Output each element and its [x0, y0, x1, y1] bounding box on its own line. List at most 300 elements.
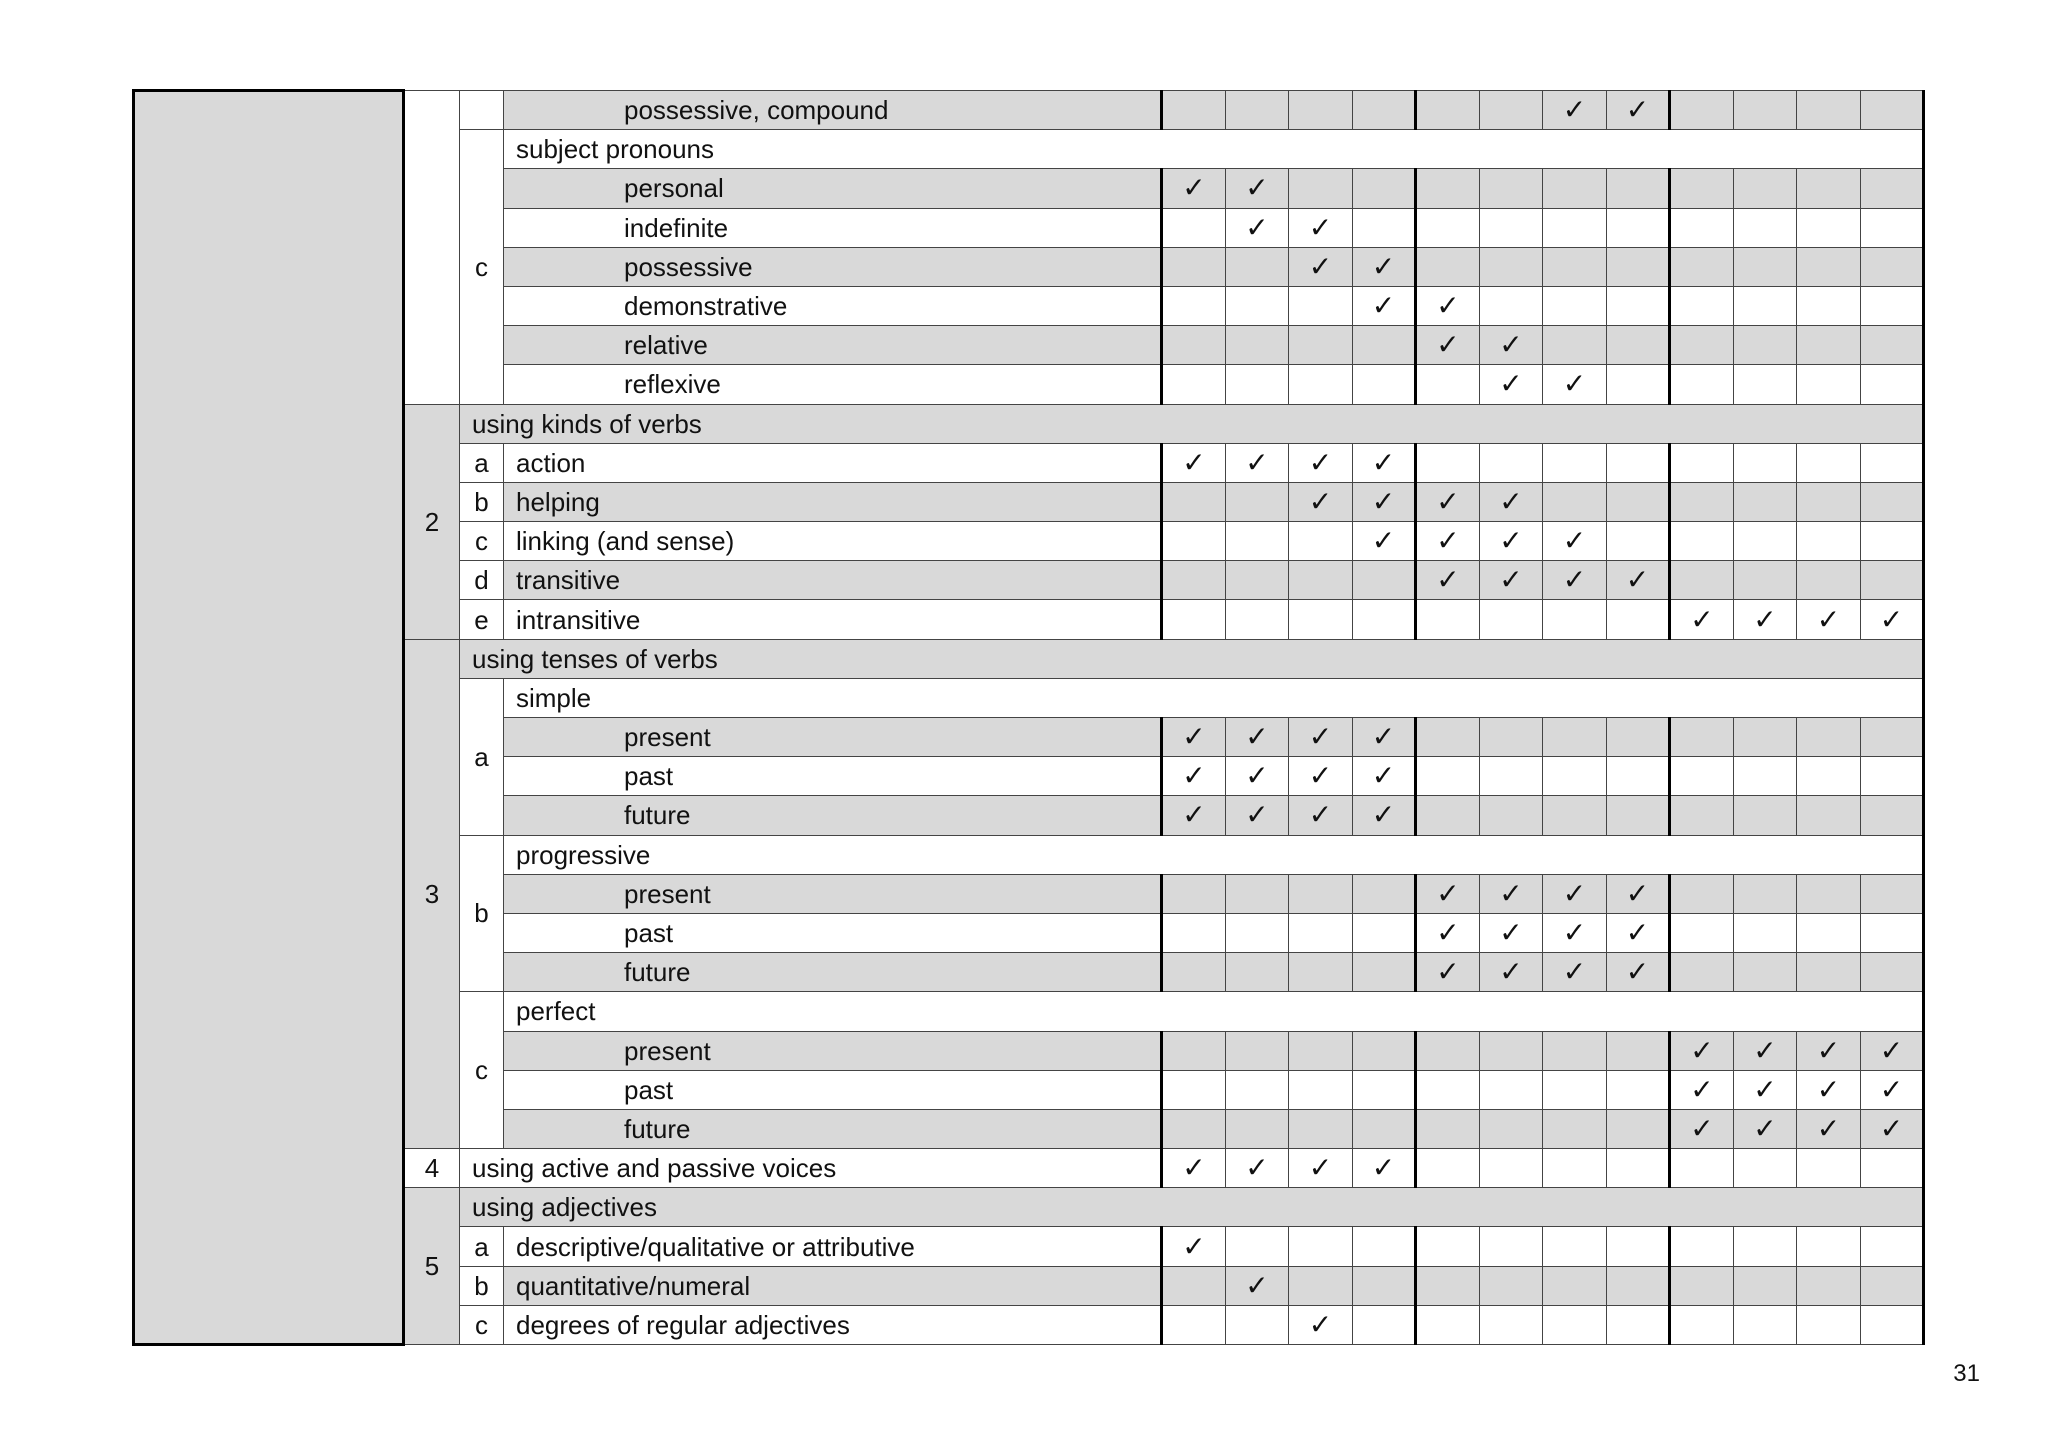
- check-mark-cell: ✓: [1734, 1109, 1797, 1148]
- empty-cell: [1226, 286, 1289, 325]
- empty-cell: [1289, 1031, 1353, 1070]
- check-mark-cell: ✓: [1416, 953, 1480, 992]
- empty-cell: [1607, 443, 1670, 482]
- empty-cell: [1797, 1305, 1861, 1344]
- empty-cell: [1289, 365, 1353, 404]
- empty-cell: [1162, 600, 1226, 639]
- empty-cell: [1607, 286, 1670, 325]
- check-mark-cell: ✓: [1162, 757, 1226, 796]
- table-row: [134, 91, 1924, 130]
- check-mark-cell: ✓: [1670, 600, 1734, 639]
- empty-cell: [1226, 1031, 1289, 1070]
- check-mark-cell: ✓: [1226, 208, 1289, 247]
- empty-cell: [1543, 482, 1607, 521]
- empty-cell: [1670, 326, 1734, 365]
- empty-cell: [1607, 169, 1670, 208]
- empty-cell: [1797, 1149, 1861, 1188]
- empty-cell: [1226, 247, 1289, 286]
- check-mark-cell: ✓: [1416, 561, 1480, 600]
- check-mark-cell: ✓: [1353, 286, 1416, 325]
- empty-cell: [1353, 953, 1416, 992]
- empty-cell: [1416, 1109, 1480, 1148]
- check-mark-cell: ✓: [1226, 757, 1289, 796]
- check-mark-cell: ✓: [1289, 482, 1353, 521]
- empty-cell: [1543, 718, 1607, 757]
- empty-cell: [1162, 1305, 1226, 1344]
- check-mark-cell: ✓: [1226, 443, 1289, 482]
- empty-cell: [1353, 1031, 1416, 1070]
- empty-cell: [1543, 286, 1607, 325]
- empty-cell: [1734, 1149, 1797, 1188]
- empty-cell: [1353, 913, 1416, 952]
- sub-letter-cell: b: [460, 835, 504, 992]
- empty-cell: [1734, 169, 1797, 208]
- check-mark-cell: ✓: [1480, 365, 1543, 404]
- empty-cell: [1607, 718, 1670, 757]
- empty-cell: [1734, 326, 1797, 365]
- empty-cell: [1670, 757, 1734, 796]
- section-number-cell: 5: [404, 1188, 460, 1345]
- empty-cell: [1480, 796, 1543, 835]
- empty-cell: [1734, 1305, 1797, 1344]
- row-label: action: [504, 443, 1162, 482]
- empty-cell: [1670, 718, 1734, 757]
- row-label: past: [504, 757, 1162, 796]
- empty-cell: [1670, 247, 1734, 286]
- check-mark-cell: ✓: [1480, 874, 1543, 913]
- empty-cell: [1797, 286, 1861, 325]
- sub-letter-cell: a: [460, 443, 504, 482]
- empty-cell: [1353, 1266, 1416, 1305]
- empty-cell: [1162, 874, 1226, 913]
- empty-cell: [1734, 247, 1797, 286]
- check-mark-cell: ✓: [1861, 1109, 1924, 1148]
- empty-cell: [1543, 1227, 1607, 1266]
- empty-cell: [1353, 874, 1416, 913]
- row-label: degrees of regular adjectives: [504, 1305, 1162, 1344]
- empty-cell: [1797, 757, 1861, 796]
- empty-cell: [1734, 365, 1797, 404]
- check-mark-cell: ✓: [1670, 1070, 1734, 1109]
- empty-cell: [1289, 286, 1353, 325]
- check-mark-cell: ✓: [1480, 953, 1543, 992]
- empty-cell: [1162, 913, 1226, 952]
- empty-cell: [1289, 600, 1353, 639]
- empty-cell: [1289, 913, 1353, 952]
- empty-cell: [1162, 1031, 1226, 1070]
- empty-cell: [1480, 443, 1543, 482]
- sub-letter-cell: a: [460, 678, 504, 835]
- row-label: present: [504, 1031, 1162, 1070]
- empty-cell: [1734, 286, 1797, 325]
- check-mark-cell: ✓: [1607, 91, 1670, 130]
- empty-cell: [1289, 169, 1353, 208]
- empty-cell: [1861, 208, 1924, 247]
- empty-cell: [1543, 169, 1607, 208]
- section-number-cell: 2: [404, 404, 460, 639]
- row-label: past: [504, 1070, 1162, 1109]
- empty-cell: [1226, 522, 1289, 561]
- empty-cell: [1607, 247, 1670, 286]
- check-mark-cell: ✓: [1861, 1031, 1924, 1070]
- empty-cell: [1797, 247, 1861, 286]
- section-heading: using tenses of verbs: [460, 639, 1924, 678]
- empty-cell: [1480, 757, 1543, 796]
- empty-cell: [1861, 1227, 1924, 1266]
- empty-cell: [1289, 1266, 1353, 1305]
- empty-cell: [1670, 1266, 1734, 1305]
- empty-cell: [1353, 1305, 1416, 1344]
- empty-cell: [1353, 1109, 1416, 1148]
- empty-cell: [1543, 443, 1607, 482]
- row-label: future: [504, 796, 1162, 835]
- empty-cell: [1607, 1031, 1670, 1070]
- check-mark-cell: ✓: [1480, 913, 1543, 952]
- empty-cell: [1607, 757, 1670, 796]
- row-label: present: [504, 874, 1162, 913]
- empty-cell: [1353, 169, 1416, 208]
- empty-cell: [1861, 91, 1924, 130]
- row-label: transitive: [504, 561, 1162, 600]
- check-mark-cell: ✓: [1607, 913, 1670, 952]
- empty-cell: [1226, 1070, 1289, 1109]
- row-label: relative: [504, 326, 1162, 365]
- check-mark-cell: ✓: [1861, 600, 1924, 639]
- empty-cell: [1226, 913, 1289, 952]
- sub-letter-cell: c: [460, 522, 504, 561]
- check-mark-cell: ✓: [1353, 522, 1416, 561]
- empty-cell: [1734, 796, 1797, 835]
- check-mark-cell: ✓: [1416, 482, 1480, 521]
- empty-cell: [1162, 326, 1226, 365]
- empty-cell: [1480, 1031, 1543, 1070]
- empty-cell: [1353, 600, 1416, 639]
- empty-cell: [1226, 326, 1289, 365]
- empty-cell: [1734, 1227, 1797, 1266]
- check-mark-cell: ✓: [1289, 796, 1353, 835]
- empty-cell: [1861, 443, 1924, 482]
- row-label: intransitive: [504, 600, 1162, 639]
- empty-cell: [1480, 600, 1543, 639]
- check-mark-cell: ✓: [1289, 1305, 1353, 1344]
- empty-cell: [1861, 247, 1924, 286]
- empty-cell: [1226, 561, 1289, 600]
- row-label: using active and passive voices: [460, 1149, 1162, 1188]
- empty-cell: [1734, 757, 1797, 796]
- empty-cell: [1734, 953, 1797, 992]
- empty-cell: [1607, 1227, 1670, 1266]
- check-mark-cell: ✓: [1670, 1031, 1734, 1070]
- empty-cell: [1543, 1031, 1607, 1070]
- check-mark-cell: ✓: [1226, 1266, 1289, 1305]
- check-mark-cell: ✓: [1162, 796, 1226, 835]
- empty-cell: [1543, 757, 1607, 796]
- empty-cell: [1416, 796, 1480, 835]
- left-blank-panel: [134, 91, 404, 1345]
- empty-cell: [1480, 1149, 1543, 1188]
- empty-cell: [1416, 1031, 1480, 1070]
- check-mark-cell: ✓: [1416, 522, 1480, 561]
- empty-cell: [1353, 1070, 1416, 1109]
- check-mark-cell: ✓: [1607, 953, 1670, 992]
- row-label: possessive, compound: [504, 91, 1162, 130]
- empty-cell: [1353, 561, 1416, 600]
- empty-cell: [1607, 796, 1670, 835]
- empty-cell: [1543, 1266, 1607, 1305]
- empty-cell: [1543, 1305, 1607, 1344]
- empty-cell: [1670, 443, 1734, 482]
- check-mark-cell: ✓: [1289, 757, 1353, 796]
- row-label: reflexive: [504, 365, 1162, 404]
- empty-cell: [1226, 600, 1289, 639]
- empty-cell: [1861, 326, 1924, 365]
- empty-cell: [1734, 522, 1797, 561]
- empty-cell: [1607, 482, 1670, 521]
- empty-cell: [1861, 561, 1924, 600]
- empty-cell: [1480, 718, 1543, 757]
- empty-cell: [1670, 561, 1734, 600]
- check-mark-cell: ✓: [1734, 1070, 1797, 1109]
- empty-cell: [1289, 326, 1353, 365]
- empty-cell: [1734, 913, 1797, 952]
- check-mark-cell: ✓: [1289, 718, 1353, 757]
- empty-cell: [1416, 1266, 1480, 1305]
- check-mark-cell: ✓: [1797, 1109, 1861, 1148]
- empty-cell: [1797, 1227, 1861, 1266]
- empty-cell: [1797, 874, 1861, 913]
- check-mark-cell: ✓: [1734, 1031, 1797, 1070]
- empty-cell: [1607, 326, 1670, 365]
- row-label: quantitative/numeral: [504, 1266, 1162, 1305]
- subsection-heading: perfect: [504, 992, 1924, 1031]
- empty-cell: [1607, 1109, 1670, 1148]
- check-mark-cell: ✓: [1353, 757, 1416, 796]
- empty-cell: [1797, 561, 1861, 600]
- subsection-heading: progressive: [504, 835, 1924, 874]
- check-mark-cell: ✓: [1353, 796, 1416, 835]
- section-number-cell: [404, 91, 460, 405]
- row-label: present: [504, 718, 1162, 757]
- empty-cell: [1797, 208, 1861, 247]
- empty-cell: [1543, 1149, 1607, 1188]
- empty-cell: [1289, 1109, 1353, 1148]
- empty-cell: [1607, 522, 1670, 561]
- empty-cell: [1861, 1149, 1924, 1188]
- subsection-heading: subject pronouns: [504, 130, 1924, 169]
- empty-cell: [1797, 443, 1861, 482]
- empty-cell: [1797, 718, 1861, 757]
- empty-cell: [1289, 874, 1353, 913]
- check-mark-cell: ✓: [1353, 718, 1416, 757]
- empty-cell: [1607, 1149, 1670, 1188]
- empty-cell: [1861, 757, 1924, 796]
- check-mark-cell: ✓: [1543, 522, 1607, 561]
- check-mark-cell: ✓: [1797, 1070, 1861, 1109]
- empty-cell: [1607, 1266, 1670, 1305]
- check-mark-cell: ✓: [1353, 443, 1416, 482]
- sub-letter-cell: a: [460, 1227, 504, 1266]
- check-mark-cell: ✓: [1226, 718, 1289, 757]
- check-mark-cell: ✓: [1416, 913, 1480, 952]
- sub-letter-cell: d: [460, 561, 504, 600]
- empty-cell: [1416, 169, 1480, 208]
- check-mark-cell: ✓: [1734, 600, 1797, 639]
- check-mark-cell: ✓: [1289, 1149, 1353, 1188]
- empty-cell: [1289, 1227, 1353, 1266]
- empty-cell: [1480, 208, 1543, 247]
- check-mark-cell: ✓: [1543, 91, 1607, 130]
- empty-cell: [1289, 561, 1353, 600]
- empty-cell: [1226, 482, 1289, 521]
- empty-cell: [1670, 286, 1734, 325]
- empty-cell: [1162, 522, 1226, 561]
- check-mark-cell: ✓: [1543, 913, 1607, 952]
- empty-cell: [1543, 247, 1607, 286]
- empty-cell: [1797, 169, 1861, 208]
- empty-cell: [1797, 913, 1861, 952]
- empty-cell: [1734, 482, 1797, 521]
- empty-cell: [1226, 91, 1289, 130]
- check-mark-cell: ✓: [1797, 600, 1861, 639]
- empty-cell: [1480, 1070, 1543, 1109]
- empty-cell: [1670, 482, 1734, 521]
- check-mark-cell: ✓: [1289, 247, 1353, 286]
- row-label: past: [504, 913, 1162, 952]
- check-mark-cell: ✓: [1162, 718, 1226, 757]
- empty-cell: [1670, 1305, 1734, 1344]
- row-label: descriptive/qualitative or attributive: [504, 1227, 1162, 1266]
- empty-cell: [1670, 91, 1734, 130]
- empty-cell: [1162, 208, 1226, 247]
- empty-cell: [1353, 326, 1416, 365]
- empty-cell: [1289, 1070, 1353, 1109]
- row-label: possessive: [504, 247, 1162, 286]
- empty-cell: [1543, 208, 1607, 247]
- empty-cell: [1416, 1227, 1480, 1266]
- check-mark-cell: ✓: [1162, 443, 1226, 482]
- empty-cell: [1797, 522, 1861, 561]
- empty-cell: [1670, 208, 1734, 247]
- empty-cell: [1861, 796, 1924, 835]
- empty-cell: [1734, 874, 1797, 913]
- check-mark-cell: ✓: [1353, 482, 1416, 521]
- empty-cell: [1861, 522, 1924, 561]
- empty-cell: [1734, 208, 1797, 247]
- check-mark-cell: ✓: [1289, 443, 1353, 482]
- empty-cell: [1734, 718, 1797, 757]
- check-mark-cell: ✓: [1797, 1031, 1861, 1070]
- empty-cell: [1734, 443, 1797, 482]
- row-label: linking (and sense): [504, 522, 1162, 561]
- empty-cell: [1670, 365, 1734, 404]
- empty-cell: [1480, 1227, 1543, 1266]
- empty-cell: [1480, 169, 1543, 208]
- empty-cell: [1480, 247, 1543, 286]
- sub-letter-cell: c: [460, 992, 504, 1149]
- empty-cell: [1543, 1070, 1607, 1109]
- empty-cell: [1480, 1266, 1543, 1305]
- row-label: personal: [504, 169, 1162, 208]
- empty-cell: [1607, 600, 1670, 639]
- check-mark-cell: ✓: [1226, 1149, 1289, 1188]
- sub-letter-cell: c: [460, 1305, 504, 1344]
- empty-cell: [1670, 874, 1734, 913]
- check-mark-cell: ✓: [1543, 365, 1607, 404]
- empty-cell: [1543, 600, 1607, 639]
- empty-cell: [1289, 953, 1353, 992]
- empty-cell: [1861, 286, 1924, 325]
- sub-letter-cell: c: [460, 130, 504, 404]
- empty-cell: [1226, 874, 1289, 913]
- empty-cell: [1670, 1227, 1734, 1266]
- section-number-cell: 4: [404, 1149, 460, 1188]
- empty-cell: [1162, 482, 1226, 521]
- empty-cell: [1797, 365, 1861, 404]
- empty-cell: [1607, 208, 1670, 247]
- empty-cell: [1226, 1227, 1289, 1266]
- empty-cell: [1416, 1070, 1480, 1109]
- check-mark-cell: ✓: [1543, 953, 1607, 992]
- empty-cell: [1797, 953, 1861, 992]
- empty-cell: [1289, 91, 1353, 130]
- empty-cell: [1861, 953, 1924, 992]
- empty-cell: [1480, 91, 1543, 130]
- empty-cell: [1226, 953, 1289, 992]
- check-mark-cell: ✓: [1416, 874, 1480, 913]
- empty-cell: [1162, 365, 1226, 404]
- empty-cell: [1416, 600, 1480, 639]
- empty-cell: [1162, 561, 1226, 600]
- empty-cell: [1162, 286, 1226, 325]
- section-heading: using adjectives: [460, 1188, 1924, 1227]
- empty-cell: [1416, 1149, 1480, 1188]
- check-mark-cell: ✓: [1162, 169, 1226, 208]
- check-mark-cell: ✓: [1607, 874, 1670, 913]
- empty-cell: [1480, 1305, 1543, 1344]
- check-mark-cell: ✓: [1289, 208, 1353, 247]
- empty-cell: [1162, 953, 1226, 992]
- empty-cell: [1416, 91, 1480, 130]
- empty-cell: [1353, 208, 1416, 247]
- empty-cell: [1861, 913, 1924, 952]
- empty-cell: [1861, 482, 1924, 521]
- empty-cell: [1543, 326, 1607, 365]
- empty-cell: [1289, 522, 1353, 561]
- check-mark-cell: ✓: [1416, 286, 1480, 325]
- subsection-heading: simple: [504, 678, 1924, 717]
- empty-cell: [1543, 796, 1607, 835]
- empty-cell: [1670, 522, 1734, 561]
- check-mark-cell: ✓: [1162, 1227, 1226, 1266]
- empty-cell: [1353, 91, 1416, 130]
- empty-cell: [1353, 365, 1416, 404]
- empty-cell: [1797, 326, 1861, 365]
- check-mark-cell: ✓: [1480, 522, 1543, 561]
- empty-cell: [1861, 1305, 1924, 1344]
- sub-letter-cell: [460, 91, 504, 130]
- empty-cell: [1670, 169, 1734, 208]
- empty-cell: [1861, 874, 1924, 913]
- sub-letter-cell: b: [460, 1266, 504, 1305]
- check-mark-cell: ✓: [1480, 561, 1543, 600]
- row-label: helping: [504, 482, 1162, 521]
- empty-cell: [1162, 247, 1226, 286]
- check-mark-cell: ✓: [1543, 874, 1607, 913]
- row-label: indefinite: [504, 208, 1162, 247]
- empty-cell: [1861, 169, 1924, 208]
- check-mark-cell: ✓: [1861, 1070, 1924, 1109]
- sub-letter-cell: b: [460, 482, 504, 521]
